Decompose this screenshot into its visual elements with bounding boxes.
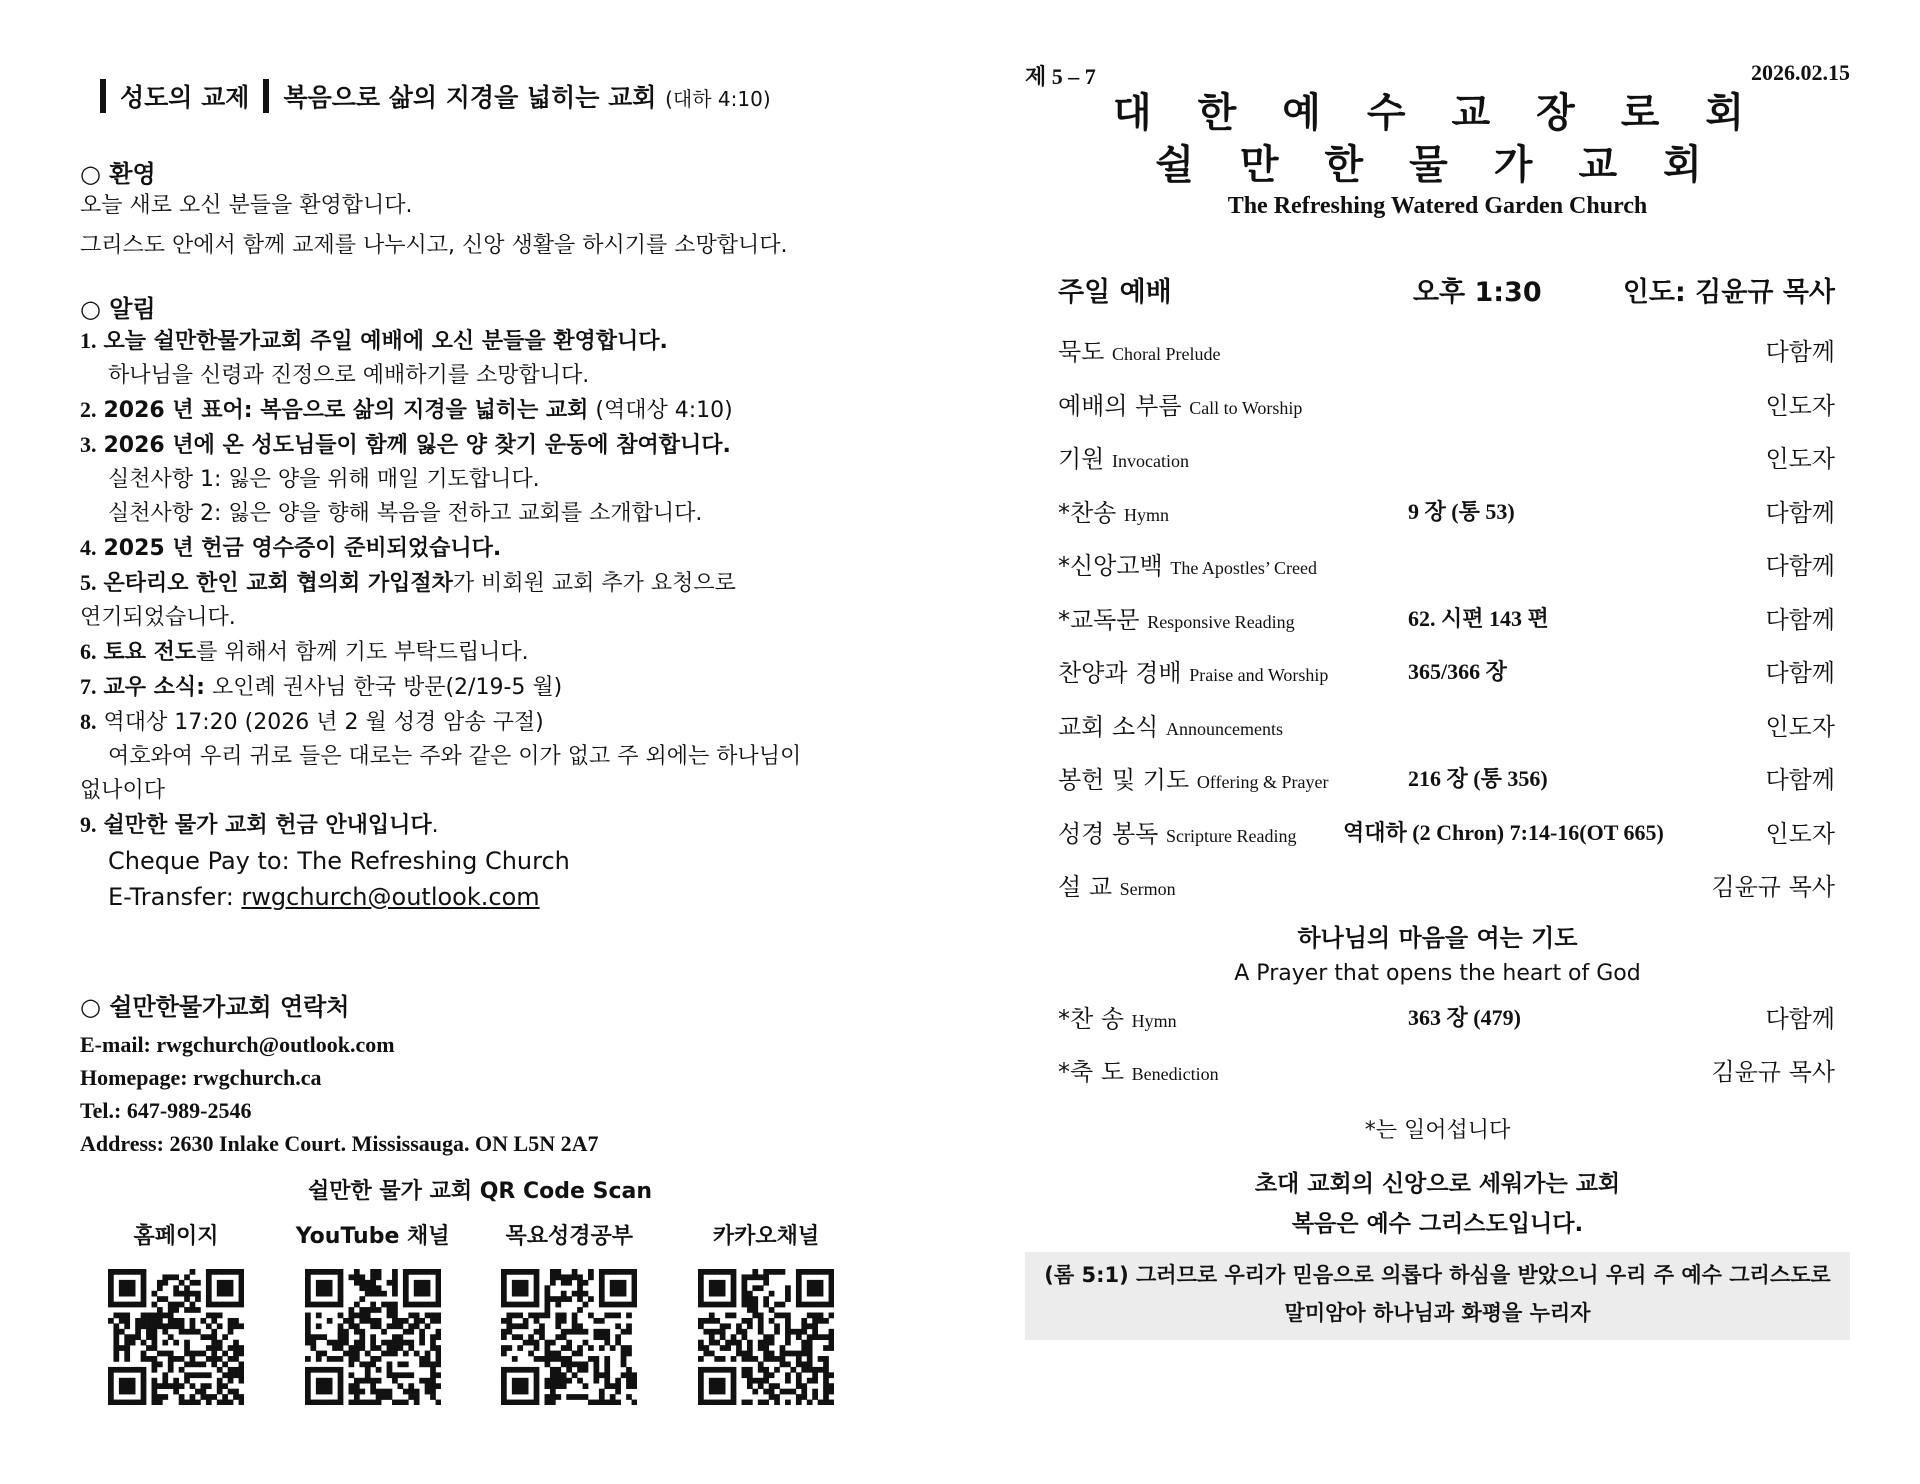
order-item (1025, 430, 1850, 484)
order-item-detail: 365/366 장 (1408, 659, 1507, 685)
notice-number: 6. (80, 639, 97, 664)
notice-text: 오늘 쉴만한물가교회 주일 예배에 오신 분들을 환영합니다. (103, 329, 668, 354)
order-item-leader: 다함께 (1765, 338, 1835, 367)
order-item (1025, 698, 1850, 752)
header-title-2-ref: (대하 4:10) (665, 87, 771, 111)
header-title-2: 복음으로 삶의 지경을 넓히는 교회 (283, 83, 657, 112)
notice-sub: 실천사항 2: 잃은 양을 향해 복음을 전하고 교회를 소개합니다. (108, 501, 703, 526)
issue-number: 제 5 – 7 (1025, 64, 1096, 89)
contact-email: E-mail: rwgchurch@outlook.com (80, 1032, 395, 1057)
notice-number: 3. (80, 432, 97, 457)
sermon-title-en: A Prayer that opens the heart of God (1234, 960, 1641, 986)
notice-text: 2026 년에 온 성도님들이 함께 잃은 양 찾기 운동에 참여합니다. (103, 433, 731, 458)
order-item-ko: *찬송 (1058, 498, 1124, 527)
order-item-ko: 예배의 부름 (1058, 391, 1190, 420)
order-item (1025, 591, 1850, 645)
sermon-title-ko: 하나님의 마음을 여는 기도 (1297, 923, 1578, 952)
order-item-leader: 다함께 (1765, 498, 1835, 527)
order-item-en: Hymn (1131, 1010, 1177, 1031)
notice-text: 쉴만한 물가 교회 헌금 안내입니다 (103, 813, 432, 838)
stand-note: *는 일어섭니다 (1364, 1117, 1511, 1143)
order-item-leader: 인도자 (1765, 712, 1835, 741)
order-item-name (1058, 332, 1408, 367)
qr-title (80, 1174, 880, 1205)
order-item-ko: *축 도 (1058, 1058, 1132, 1087)
qr-code-bible-study[interactable] (501, 1269, 637, 1405)
church-name-en: The Refreshing Watered Garden Church (1227, 193, 1648, 219)
order-item-en: Announcements (1166, 718, 1283, 739)
order-item-leader: 인도자 (1765, 819, 1835, 848)
verse-box (1025, 1252, 1850, 1340)
notice-text: 온타리오 한인 교회 협의회 가입절차 (103, 571, 453, 596)
notice-number: 2. (80, 397, 97, 422)
order-item-ko: 기원 (1058, 445, 1112, 474)
notice-item (80, 566, 880, 601)
qr-code-youtube[interactable] (305, 1269, 441, 1405)
order-item (1025, 990, 1850, 1044)
worship-time: 오후 1:30 (1412, 277, 1542, 308)
order-item (1025, 805, 1850, 859)
order-item-en: The Apostles’ Creed (1170, 558, 1318, 579)
order-item-en: Hymn (1124, 504, 1169, 525)
contact-title: ○ 쉴만한물가교회 연락처 (80, 993, 350, 1021)
order-item-leader: 김윤규 목사 (1711, 873, 1835, 902)
welcome-line: 그리스도 안에서 함께 교제를 나누시고, 신앙 생활을 하시기를 소망합니다. (80, 233, 788, 258)
order-of-worship-closing (1025, 990, 1850, 1097)
notice-text-rest: 역대상 17:20 (2026 년 2 월 성경 암송 구절) (103, 710, 544, 735)
order-item (1025, 644, 1850, 698)
notice-item (80, 531, 880, 566)
notice-number: 8. (80, 709, 97, 734)
notice-item (80, 705, 880, 740)
notice-item (80, 808, 880, 843)
order-item-leader: 다함께 (1765, 605, 1835, 634)
notice-item (80, 635, 880, 670)
qr-code-row (86, 1219, 856, 1409)
contact-address: Address: 2630 Inlake Court. Mississauga. ON L5N 2A7 (80, 1131, 599, 1156)
order-item-leader: 다함께 (1765, 552, 1835, 581)
notice-item (80, 393, 880, 428)
notice-text-rest: 오인례 권사님 한국 방문(2/19-5 월) (204, 675, 563, 700)
order-item-en: Praise and Worship (1189, 665, 1329, 686)
order-item-leader: 인도자 (1765, 391, 1835, 420)
notice-item (80, 670, 880, 705)
notice-text: 2026 년 표어: 복음으로 삶의 지경을 넓히는 교회 (103, 398, 589, 423)
order-item (1025, 751, 1850, 805)
order-item-leader: 다함께 (1765, 659, 1835, 688)
order-item-en: Offering & Prayer (1196, 772, 1329, 793)
order-item-name (1058, 867, 1408, 902)
notice-sub: 하나님을 신령과 진정으로 예배하기를 소망합니다. (108, 363, 590, 388)
qr-item-homepage[interactable] (86, 1219, 266, 1409)
denomination-name: 대 한 예 수 교 장 로 회 (1112, 90, 1763, 135)
etransfer-email-link[interactable]: rwgchurch@outlook.com (241, 883, 540, 911)
order-item-detail: 216 장 (통 356) (1408, 766, 1548, 792)
welcome-title: ○ 환영 (80, 160, 156, 188)
notice-text: 교우 소식: (103, 675, 205, 700)
order-item-name (1058, 600, 1408, 635)
qr-label: 목요성경공부 (505, 1224, 634, 1249)
notice-number: 5. (80, 570, 97, 595)
notice-text-rest: 를 위해서 함께 기도 부탁드립니다. (196, 640, 529, 665)
notice-text-rest: (역대상 4:10) (588, 398, 733, 423)
notice-sub: 여호와여 우리 귀로 들은 대로는 주와 같은 이가 없고 주 외에는 하나님이 (108, 744, 802, 769)
order-item-name (1058, 493, 1408, 528)
notice-number: 9. (80, 812, 97, 837)
left-page (80, 78, 880, 1409)
verse-line: (롬 5:1) 그러므로 우리가 믿음으로 의롭다 하심을 받았으니 우리 주 예수 그리스도로 (1044, 1262, 1831, 1287)
order-item-en: Invocation (1112, 451, 1189, 472)
order-item-name (1058, 1052, 1408, 1087)
order-item-ko: *교독문 (1058, 605, 1148, 634)
qr-title-text: 쉴만한 물가 교회 QR Code Scan (307, 1179, 653, 1204)
qr-item-bible-study[interactable] (479, 1219, 659, 1409)
header-title-1: 성도의 교제 (120, 83, 250, 112)
order-item-en: Call to Worship (1189, 397, 1303, 418)
notices-title: ○ 알림 (80, 295, 156, 323)
contact-homepage: Homepage: rwgchurch.ca (80, 1065, 322, 1090)
etransfer-label: E-Transfer: (108, 883, 242, 911)
order-item-name (1058, 546, 1408, 581)
order-item (1025, 858, 1850, 912)
order-item-ko: 봉헌 및 기도 (1058, 766, 1197, 795)
church-name-ko: 쉴 만 한 물 가 교 회 (1155, 142, 1720, 187)
qr-code-homepage[interactable] (108, 1269, 244, 1405)
qr-label: YouTube 채널 (295, 1224, 450, 1249)
order-item-ko: *찬 송 (1058, 1004, 1132, 1033)
cheque-payee: Cheque Pay to: The Refreshing Church (108, 847, 570, 875)
order-of-worship (1025, 323, 1850, 912)
order-item-en: Choral Prelude (1112, 344, 1221, 365)
order-item-name (1058, 653, 1408, 688)
verse-line: 말미암아 하나님과 화평을 누리자 (1284, 1300, 1591, 1325)
order-item (1025, 484, 1850, 538)
order-item (1025, 537, 1850, 591)
order-item-name (1058, 999, 1408, 1034)
qr-label: 홈페이지 (133, 1224, 219, 1249)
header-bar (100, 79, 106, 113)
qr-code-kakao[interactable] (698, 1269, 834, 1405)
header-bar (263, 79, 269, 113)
order-item-detail: 62. 시편 143 편 (1408, 605, 1549, 631)
order-item-leader: 인도자 (1765, 445, 1835, 474)
order-item-en: Responsive Reading (1147, 611, 1295, 632)
notice-sub: 실천사항 1: 잃은 양을 위해 매일 기도합니다. (108, 467, 540, 492)
order-item (1025, 1043, 1850, 1097)
notice-number: 1. (80, 328, 97, 353)
order-item-detail: 9 장 (통 53) (1408, 498, 1515, 524)
order-item (1025, 377, 1850, 431)
welcome-line: 오늘 새로 오신 분들을 환영합니다. (80, 193, 413, 218)
order-item-name (1058, 760, 1408, 795)
order-item-en: Benediction (1131, 1064, 1219, 1085)
order-item-ko: *신앙고백 (1058, 552, 1171, 581)
notice-cont: 연기되었습니다. (80, 605, 236, 630)
worship-title: 주일 예배 (1058, 277, 1172, 308)
etransfer-line (80, 879, 880, 915)
qr-item-kakao[interactable] (676, 1219, 856, 1409)
notice-item (80, 324, 880, 359)
order-item-leader: 다함께 (1765, 766, 1835, 795)
order-item-leader: 김윤규 목사 (1711, 1058, 1835, 1087)
worship-header (1025, 270, 1850, 309)
order-item-ko: 설 교 (1058, 873, 1120, 902)
bulletin-date: 2026.02.15 (1751, 60, 1850, 85)
notice-text-rest: 가 비회원 교회 추가 요청으로 (452, 571, 736, 596)
order-item-ko: 묵도 (1058, 338, 1112, 367)
notice-text: 토요 전도 (103, 640, 197, 665)
right-page (1025, 60, 1850, 1340)
order-item-en: Sermon (1119, 879, 1176, 900)
notice-item (80, 428, 880, 463)
church-motto: 초대 교회의 신앙으로 세워가는 교회 (1254, 1170, 1621, 1197)
contact-tel: Tel.: 647-989-2546 (80, 1098, 252, 1123)
fellowship-header (100, 78, 880, 114)
qr-item-youtube[interactable] (283, 1219, 463, 1409)
order-item-name (1058, 439, 1408, 474)
notice-number: 4. (80, 535, 97, 560)
order-item-name (1058, 707, 1408, 742)
order-item (1025, 323, 1850, 377)
order-item-ko: 찬양과 경배 (1058, 659, 1190, 688)
notice-number: 7. (80, 674, 97, 699)
order-item-detail: 363 장 (479) (1408, 1004, 1521, 1030)
order-item-ko: 성경 봉독 (1058, 819, 1166, 848)
notice-text: 2025 년 헌금 영수증이 준비되었습니다. (103, 536, 502, 561)
church-motto: 복음은 예수 그리스도입니다. (1291, 1210, 1584, 1237)
qr-label: 카카오채널 (712, 1224, 820, 1249)
order-item-en: Scripture Reading (1166, 825, 1297, 846)
notice-text-rest: . (431, 813, 439, 838)
order-item-ko: 교회 소식 (1058, 712, 1166, 741)
order-item-name (1058, 386, 1408, 421)
worship-leader: 인도: 김윤규 목사 (1622, 277, 1835, 308)
order-item-detail: 역대하 (2 Chron) 7:14-16(OT 665) (1343, 819, 1664, 845)
order-item-leader: 다함께 (1765, 1004, 1835, 1033)
notice-cont: 없나이다 (80, 778, 166, 803)
order-item-name (1058, 814, 1343, 849)
